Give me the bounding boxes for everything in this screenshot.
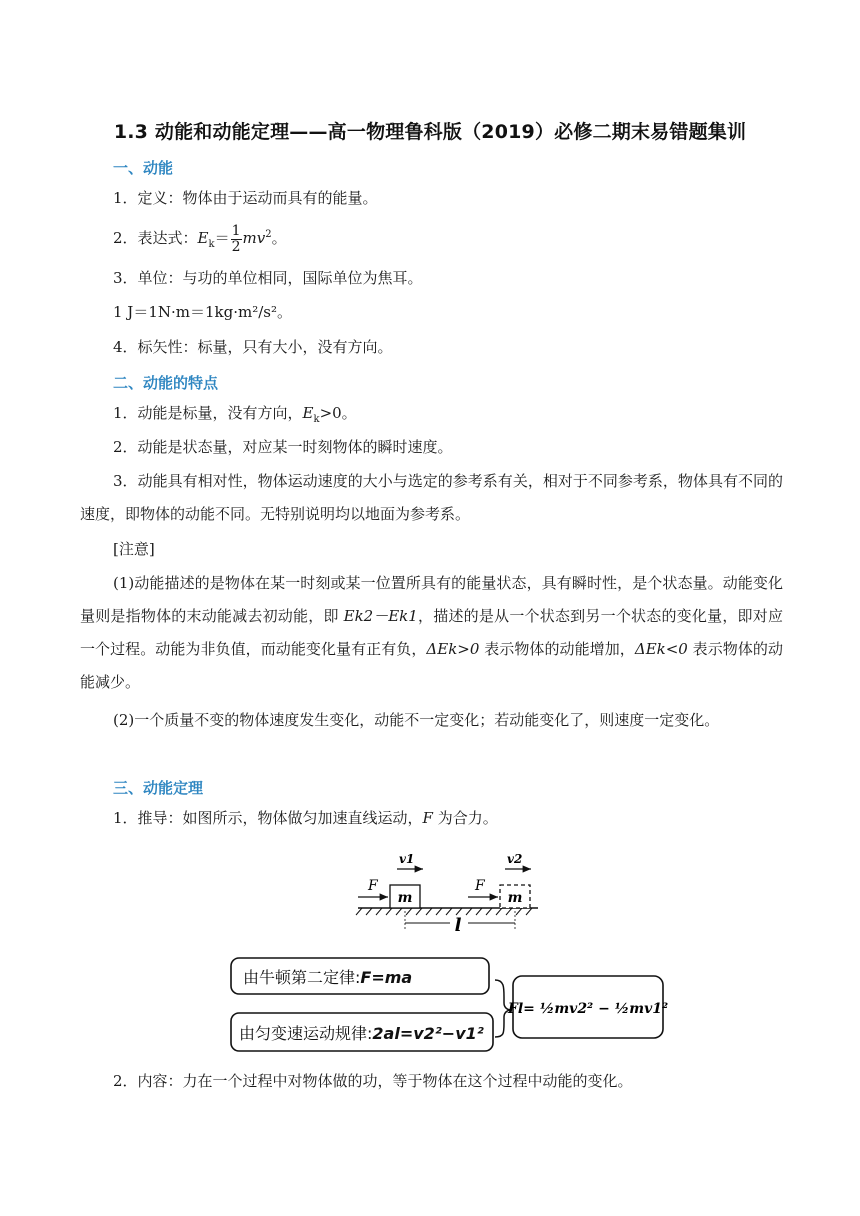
section-heading-kinetic-energy-features: 二、动能的特点 [113,374,219,392]
force-label-2: F [475,878,485,894]
note-label: [注意] [113,540,155,558]
newton-law-equation: F=ma [360,968,413,987]
kinematics-label: 由匀变速运动规律: [239,1024,373,1043]
note-1-text-g: 表示物体的动能减少。 [80,640,783,691]
derivation-figure [225,845,670,1060]
block-1-label: m [397,890,413,906]
s2-relativity: 3．动能具有相对性，物体运动速度的大小与选定的参考系有关，相对于不同参考系，物体具有不同的速度，即物体的动能不同。无特别说明均以地面为参考系。 [80,472,783,523]
block-2-label: m [507,890,523,906]
newton-law-text [243,968,412,987]
kinematics-equation: 2al=v2²−v1² [372,1024,484,1043]
equals-sign: ＝ [214,229,230,247]
section-heading-kinetic-energy-theorem: 三、动能定理 [113,779,204,797]
s1-definition: 1．定义：物体由于运动而具有的能量。 [113,189,378,207]
s1-unit: 3．单位：与功的单位相同，国际单位为焦耳。 [113,269,423,287]
subscript-k: k [208,239,215,250]
s3-derivation [113,802,783,835]
note-1-text-e: 表示物体的动能增加， [479,640,635,658]
s1-unit-relation: 1 J＝1N·m＝1kg·m²/s²。 [113,303,292,321]
displacement-label: l [454,915,462,936]
s1-scalar: 4．标矢性：标量，只有大小，没有方向。 [113,338,393,356]
theorem-equation: Fl= ½mv2² − ½mv1² [507,1001,669,1017]
note-1-text-a: (1)动能描述的是物体在某一时刻或某一位置所具有的能量状态，具有瞬时性，是个状态量。动能变化量则是指物体的末动能减去初动能，即 [80,574,783,625]
note-2: (2)一个质量不变的物体速度发生变化，动能不一定变化；若动能变化了，则速度一定变化。 [113,711,720,729]
note-1-text-c: ，描述的是从一个状态到另一个状态的变化量，即对应一个过程。动能为非负值，而动能变化量有正有负， [80,607,783,658]
symbol-F: F [422,809,433,827]
s1-expression [113,218,783,261]
note-1-delta-negative: ΔEk<0 [634,640,688,658]
superscript-2: 2 [265,229,272,240]
s3-content: 2．内容：力在一个过程中对物体做的功，等于物体在这个过程中动能的变化。 [113,1072,633,1090]
page-title: 1.3 动能和动能定理——高一物理鲁科版（2019）必修二期末易错题集训 [113,121,747,143]
newton-law-label: 由牛顿第二定律: [243,968,361,987]
force-label-1: F [368,878,378,894]
s2-scalar-tail: >0。 [319,404,357,422]
symbol-E: E [197,229,209,247]
s3-derivation-text: 1．推导：如图所示，物体做匀加速直线运动， [113,809,423,827]
note-1 [80,567,783,699]
section-heading-kinetic-energy: 一、动能 [113,159,174,177]
s3-derivation-tail: 为合力。 [432,809,498,827]
fraction-numerator: 1 [231,222,241,239]
velocity-label-1: v1 [399,852,415,866]
note-1-ek-diff: Ek2－Ek1 [343,607,418,625]
period: 。 [271,229,287,247]
symbol-mv: mv [242,229,266,247]
fraction-denominator: 2 [231,238,241,255]
kinematics-text [239,1024,484,1043]
subscript-k: k [313,414,320,425]
ground-line [356,908,538,915]
s1-expression-prefix: 2．表达式： [113,229,198,247]
note-1-delta-positive: ΔEk>0 [426,640,480,658]
derivation-diagram [225,845,670,1060]
s2-state-quantity: 2．动能是状态量，对应某一时刻物体的瞬时速度。 [113,438,453,456]
fraction-one-half [231,224,242,255]
symbol-E: E [302,404,314,422]
velocity-label-2: v2 [507,852,523,866]
s2-scalar-text: 1．动能是标量，没有方向， [113,404,303,422]
